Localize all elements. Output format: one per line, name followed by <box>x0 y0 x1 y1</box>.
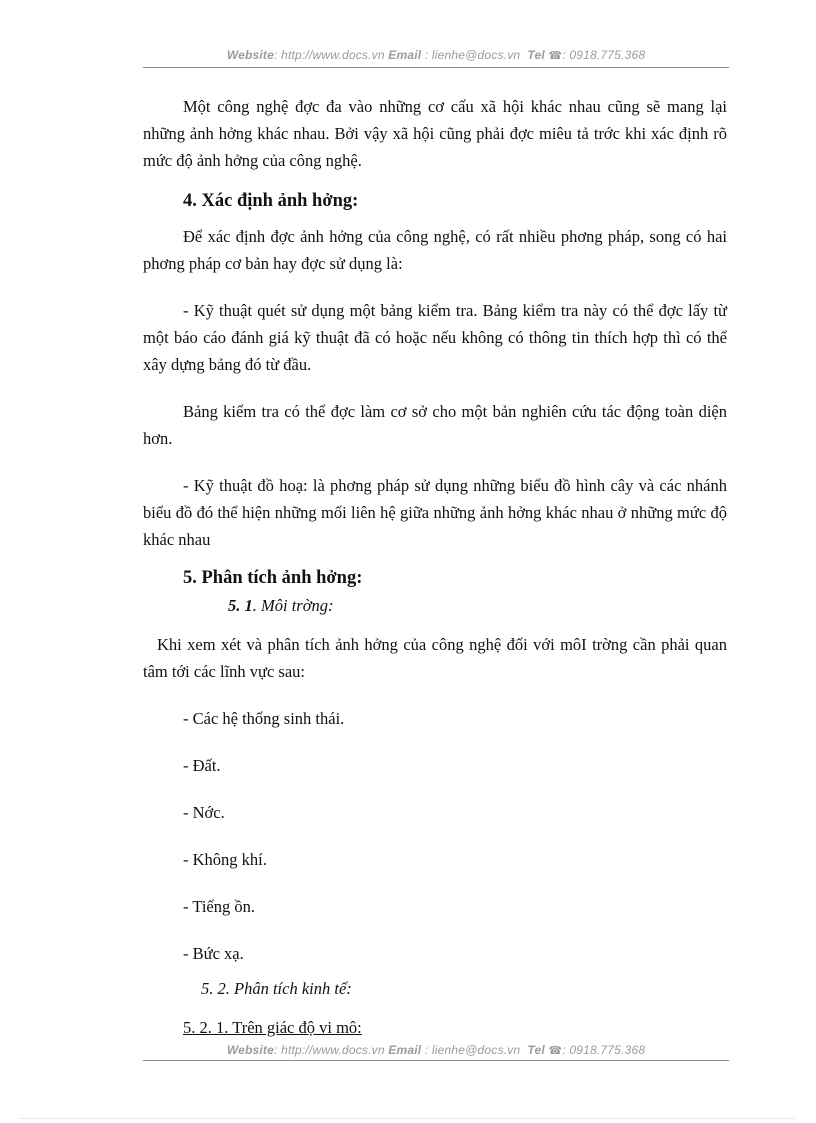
heading-5-2: 5. 2. Phân tích kinh tế: <box>201 979 352 998</box>
footer-website-label: Website <box>226 1043 275 1057</box>
heading-5-1-number: 5. 1 <box>228 596 253 615</box>
paragraph-environment: Khi xem xét và phân tích ảnh hởng của công nghệ đối với môI trờng cần phải quan tâm tới các lĩnh vực sau: <box>143 635 727 681</box>
list-item-water: - Nớc. <box>183 803 225 822</box>
document-body <box>143 93 727 1041</box>
heading-5-1 <box>143 592 727 619</box>
footer-email-label: Email <box>388 1043 422 1057</box>
paragraph-society: Một công nghệ đợc đa vào những cơ cấu xã hội khác nhau cũng sẽ mang lại những ảnh hởng khác nhau. Bởi vậy xã hội cũng phải đợc miêu tả trớc khi xác định rõ mức độ ảnh hởng của công nghệ. <box>143 97 727 170</box>
header-email-value: : lienhe@docs.vn <box>424 48 521 62</box>
header-tel-label: Tel <box>527 48 545 62</box>
footer-tel-value: : 0918.775.368 <box>562 1043 646 1057</box>
page-header <box>143 48 729 62</box>
paragraph-methods: Để xác định đợc ảnh hởng của công nghệ, có rất nhiều phơng pháp, song có hai phơng pháp cơ bản hay đợc sử dụng là: <box>143 227 727 273</box>
heading-5-2-1: 5. 2. 1. Trên giác độ vi mô: <box>183 1018 362 1037</box>
header-email-label: Email <box>388 48 422 62</box>
list-item-radiation: - Bức xạ. <box>183 944 244 963</box>
header-tel-value: : 0918.775.368 <box>562 48 646 62</box>
header-rule <box>143 67 729 68</box>
list-item-noise: - Tiếng ồn. <box>183 897 255 916</box>
heading-4: 4. Xác định ảnh hởng: <box>183 191 359 211</box>
header-website-label: Website <box>226 48 275 62</box>
heading-5-1-text: . Môi trờng: <box>252 596 334 615</box>
telephone-icon: ☎ <box>548 1045 563 1057</box>
heading-5: 5. Phân tích ảnh hởng: <box>183 568 363 588</box>
paragraph-graphic: - Kỹ thuật đồ hoạ: là phơng pháp sử dụng những biểu đồ hình cây và các nhánh biểu đồ đó thể hiện những mối liên hệ giữa những ảnh hởng khác nhau ở những mức độ khác nhau <box>143 476 727 549</box>
list-item-soil: - Đất. <box>183 756 221 775</box>
page-footer <box>143 1043 729 1057</box>
paragraph-checklist: Bảng kiểm tra có thể đợc làm cơ sở cho một bản nghiên cứu tác động toàn diện hơn. <box>143 402 727 448</box>
paragraph-scanning: - Kỹ thuật quét sử dụng một bảng kiểm tra. Bảng kiểm tra này có thể đợc lấy từ một báo cáo đánh giá kỹ thuật đã có hoặc nếu không có thông tin thích hợp thì có thể xây dựng bảng đó từ đầu. <box>143 301 727 374</box>
footer-email-value: : lienhe@docs.vn <box>424 1043 521 1057</box>
list-item-air: - Không khí. <box>183 850 267 869</box>
footer-tel-label: Tel <box>527 1043 545 1057</box>
list-item-ecosystems: - Các hệ thống sinh thái. <box>183 709 345 728</box>
page-edge <box>20 1118 796 1119</box>
header-website-value: : http://www.docs.vn <box>274 48 385 62</box>
footer-website-value: : http://www.docs.vn <box>274 1043 385 1057</box>
footer-rule <box>143 1060 729 1061</box>
telephone-icon: ☎ <box>548 50 563 62</box>
